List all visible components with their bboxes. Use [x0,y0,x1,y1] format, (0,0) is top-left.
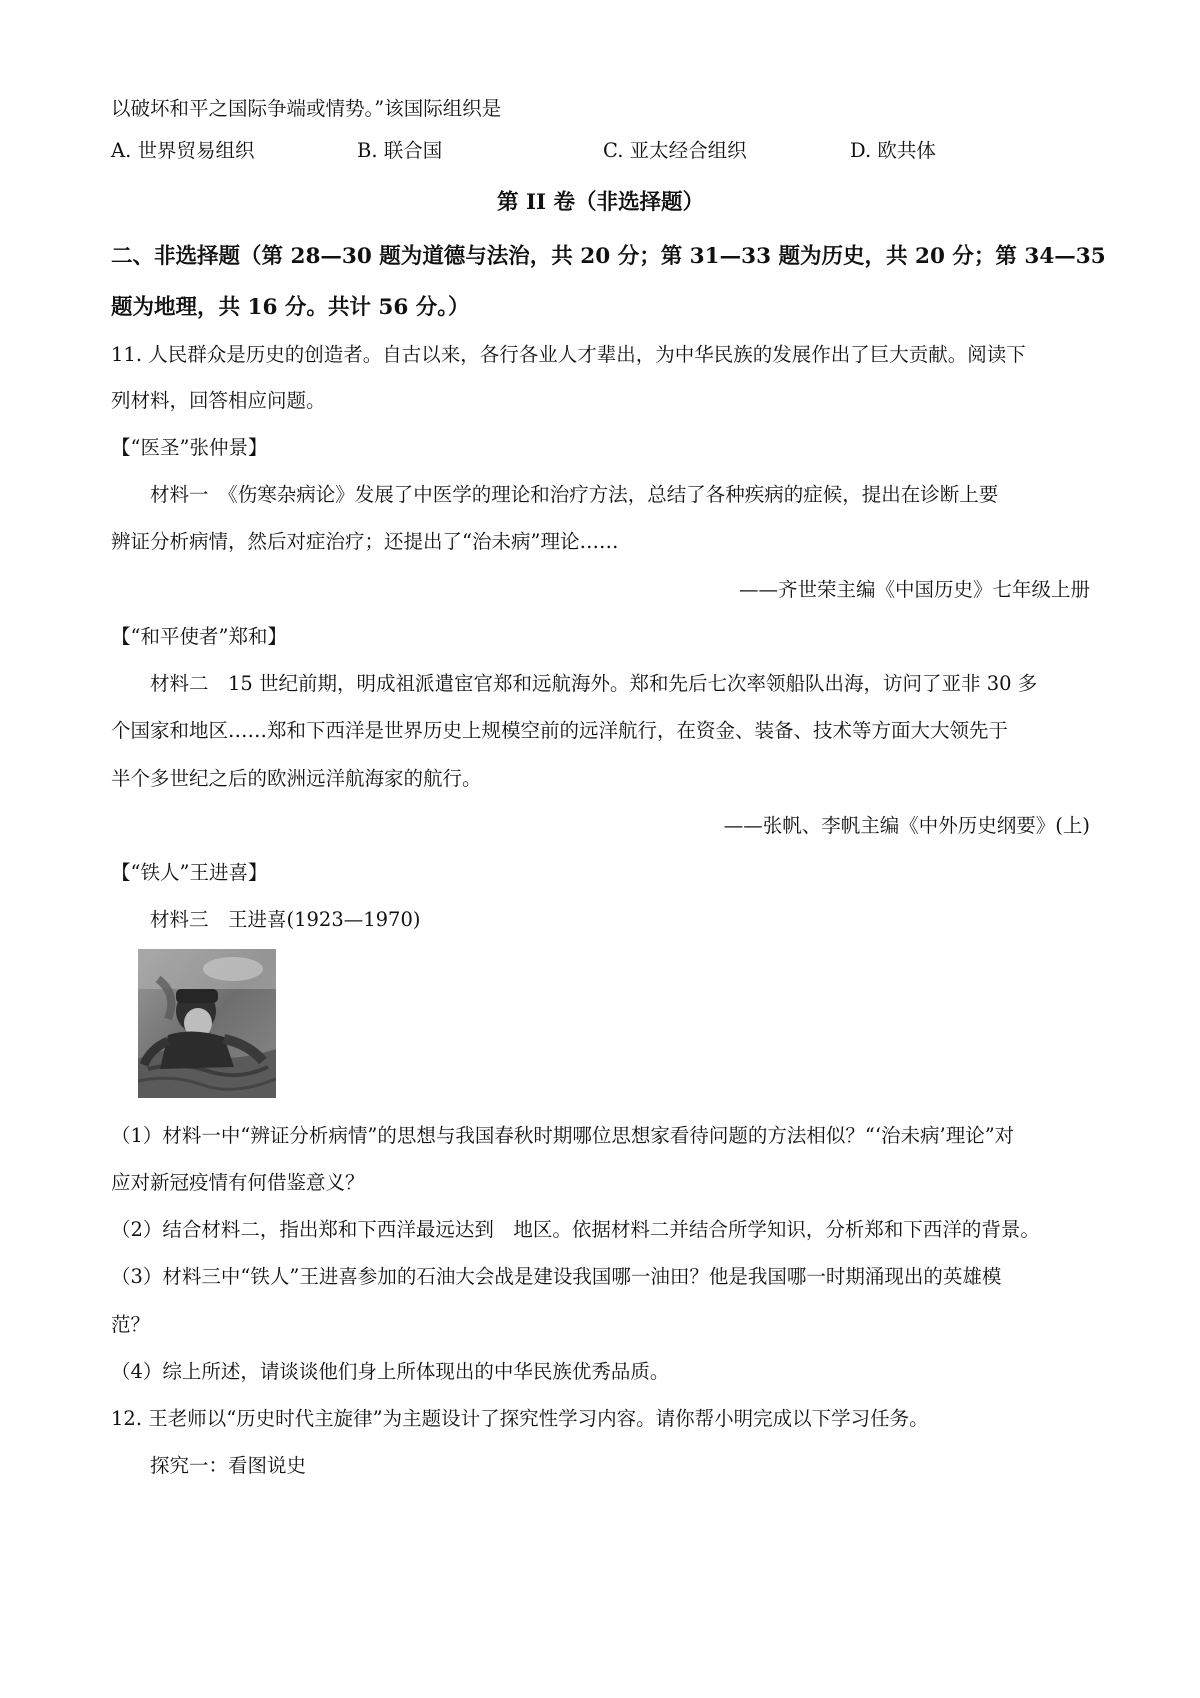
sub-question-4: （4）综上所述，请谈谈他们身上所体现出的中华民族优秀品质。 [111,1360,670,1383]
wang-jinxi-photo [138,949,276,1098]
option-c: C. 亚太经合组织 [603,139,747,162]
q11-intro-line1: 11. 人民群众是历史的创造者。自古以来，各行各业人才辈出，为中华民族的发展作出了巨大贡献。阅读下 [111,343,1026,366]
material-2-line3: 半个多世纪之后的欧洲远洋航海家的航行。 [111,767,482,790]
material-2-source: ——张帆、李帆主编《中外历史纲要》(上) [723,814,1090,837]
option-d: D. 欧共体 [850,139,936,162]
option-b: B. 联合国 [357,139,443,162]
q12-task-1: 探究一：看图说史 [150,1454,307,1477]
material-2-line2: 个国家和地区……郑和下西洋是世界历史上规模空前的远洋航行，在资金、装备、技术等方面大大领先于 [111,719,1009,742]
section-heading-zhang-zhongjing: 【“医圣”张仲景】 [111,436,268,459]
sub-question-3-line2: 范？ [111,1313,151,1336]
part2-header-line2: 题为地理，共 16 分。共计 56 分。） [111,295,470,320]
sub-question-1-line1: （1）材料一中“辨证分析病情”的思想与我国春秋时期哪位思想家看待问题的方法相似？“‘治未病’理论”对 [111,1124,1015,1147]
sub-question-3-line1: （3）材料三中“铁人”王进喜参加的石油大会战是建设我国哪一油田？他是我国哪一时期涌现出的英雄模 [111,1265,1002,1288]
section-heading-zheng-he: 【“和平使者”郑和】 [111,625,287,648]
material-2-line1: 材料二 15 世纪前期，明成祖派遣宦官郑和远航海外。郑和先后七次率领船队出海，访问了亚非 30 多 [150,672,1038,695]
q12-intro: 12. 王老师以“历史时代主旋律”为主题设计了探究性学习内容。请你帮小明完成以下学习任务。 [111,1407,929,1430]
part2-header-line1: 二、非选择题（第 28—30 题为道德与法治，共 20 分；第 31—33 题为历史，共 20 分；第 34—35 [111,244,1106,269]
material-1-source: ——齐世荣主编《中国历史》七年级上册 [738,578,1090,601]
material-1-line1: 材料一 《伤寒杂病论》发展了中医学的理论和治疗方法，总结了各种疾病的症候，提出在诊断上要 [150,483,999,506]
q11-intro-line2: 列材料，回答相应问题。 [111,389,326,412]
material-1-line2: 辨证分析病情，然后对症治疗；还提出了“治未病”理论…… [111,530,619,553]
option-a: A. 世界贸易组织 [111,139,255,162]
prev-question-stem: 以破坏和平之国际争端或情势。”该国际组织是 [111,97,502,120]
section-heading-wang-jinxi: 【“铁人”王进喜】 [111,861,268,884]
part2-title: 第 II 卷（非选择题） [496,190,705,215]
sub-question-2: （2）结合材料二，指出郑和下西洋最远达到 地区。依据材料二并结合所学知识，分析郑和下西洋的背景。 [111,1218,1040,1241]
material-3-caption: 材料三 王进喜(1923—1970) [150,908,421,931]
sub-question-1-line2: 应对新冠疫情有何借鉴意义？ [111,1171,365,1194]
